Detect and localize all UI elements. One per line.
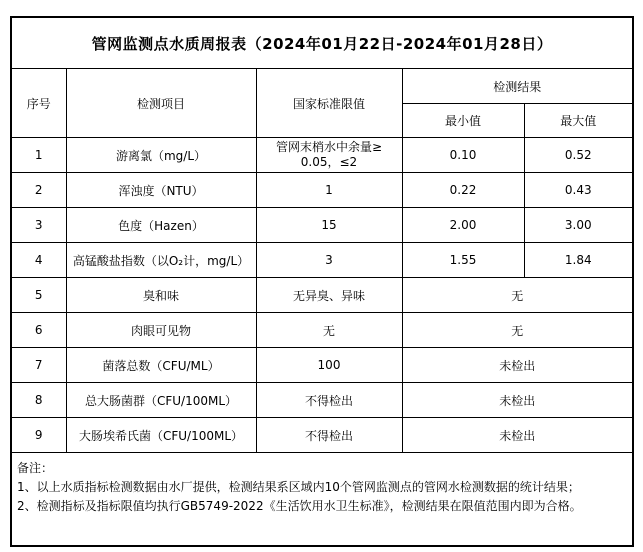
table-row-4 xyxy=(11,243,633,278)
table-row-1 xyxy=(11,138,633,173)
table-row-2 xyxy=(11,173,633,208)
col-header-max: 最大值 xyxy=(524,104,633,138)
row3-min: 2.00 xyxy=(402,208,524,243)
table-row-9 xyxy=(11,418,633,453)
row7-limit: 100 xyxy=(256,348,402,383)
row1-limit-line2: 0.05，≤2 xyxy=(300,155,358,169)
notes-row xyxy=(11,453,633,547)
row8-no: 8 xyxy=(11,383,66,418)
row1-item: 游离氯（mg/L） xyxy=(66,138,256,173)
row4-max: 1.84 xyxy=(524,243,633,278)
row5-item: 臭和味 xyxy=(66,278,256,313)
water-quality-report-table xyxy=(10,16,634,547)
report-title: 管网监测点水质周报表（2024年01月22日-2024年01月28日） xyxy=(11,17,633,69)
col-header-index: 序号 xyxy=(11,69,66,138)
table-row-3 xyxy=(11,208,633,243)
notes-line-2: 2、检测指标及指标限值均执行GB5749-2022《生活饮用水卫生标准》，检测结果在限值范围内即为合格。 xyxy=(17,499,582,513)
row2-max: 0.43 xyxy=(524,173,633,208)
row2-item: 浑浊度（NTU） xyxy=(66,173,256,208)
row7-no: 7 xyxy=(11,348,66,383)
row4-item: 高锰酸盐指数（以O₂计，mg/L） xyxy=(66,243,256,278)
row7-result: 未检出 xyxy=(402,348,633,383)
table-row-8 xyxy=(11,383,633,418)
notes-label: 备注： xyxy=(17,461,54,475)
row3-item: 色度（Hazen） xyxy=(66,208,256,243)
col-header-min: 最小值 xyxy=(402,104,524,138)
col-header-limit: 国家标准限值 xyxy=(256,69,402,138)
row6-item: 肉眼可见物 xyxy=(66,313,256,348)
row9-no: 9 xyxy=(11,418,66,453)
row3-no: 3 xyxy=(11,208,66,243)
table-row-5 xyxy=(11,278,633,313)
row5-no: 5 xyxy=(11,278,66,313)
row6-no: 6 xyxy=(11,313,66,348)
table-row-6 xyxy=(11,313,633,348)
row4-min: 1.55 xyxy=(402,243,524,278)
row8-result: 未检出 xyxy=(402,383,633,418)
col-header-result-group: 检测结果 xyxy=(402,69,633,104)
row1-limit xyxy=(256,138,402,173)
row2-no: 2 xyxy=(11,173,66,208)
row7-item: 菌落总数（CFU/ML） xyxy=(66,348,256,383)
row3-limit: 15 xyxy=(256,208,402,243)
row4-limit: 3 xyxy=(256,243,402,278)
row1-min: 0.10 xyxy=(402,138,524,173)
notes-cell xyxy=(11,453,633,547)
row2-limit: 1 xyxy=(256,173,402,208)
row8-limit: 不得检出 xyxy=(256,383,402,418)
table-row-7 xyxy=(11,348,633,383)
row1-max: 0.52 xyxy=(524,138,633,173)
row1-no: 1 xyxy=(11,138,66,173)
row3-max: 3.00 xyxy=(524,208,633,243)
row6-limit: 无 xyxy=(256,313,402,348)
row9-result: 未检出 xyxy=(402,418,633,453)
row4-no: 4 xyxy=(11,243,66,278)
title-row xyxy=(11,17,633,69)
row5-limit: 无异臭、异味 xyxy=(256,278,402,313)
row8-item: 总大肠菌群（CFU/100ML） xyxy=(66,383,256,418)
row9-item: 大肠埃希氏菌（CFU/100ML） xyxy=(66,418,256,453)
notes-line-1: 1、以上水质指标检测数据由水厂提供，检测结果系区域内10个管网监测点的管网水检测数据的统计结果； xyxy=(17,480,580,494)
col-header-item: 检测项目 xyxy=(66,69,256,138)
row2-min: 0.22 xyxy=(402,173,524,208)
row5-result: 无 xyxy=(402,278,633,313)
row1-limit-line1: 管网末梢水中余量≥ xyxy=(275,140,383,154)
header-row-top xyxy=(11,69,633,104)
row9-limit: 不得检出 xyxy=(256,418,402,453)
row6-result: 无 xyxy=(402,313,633,348)
